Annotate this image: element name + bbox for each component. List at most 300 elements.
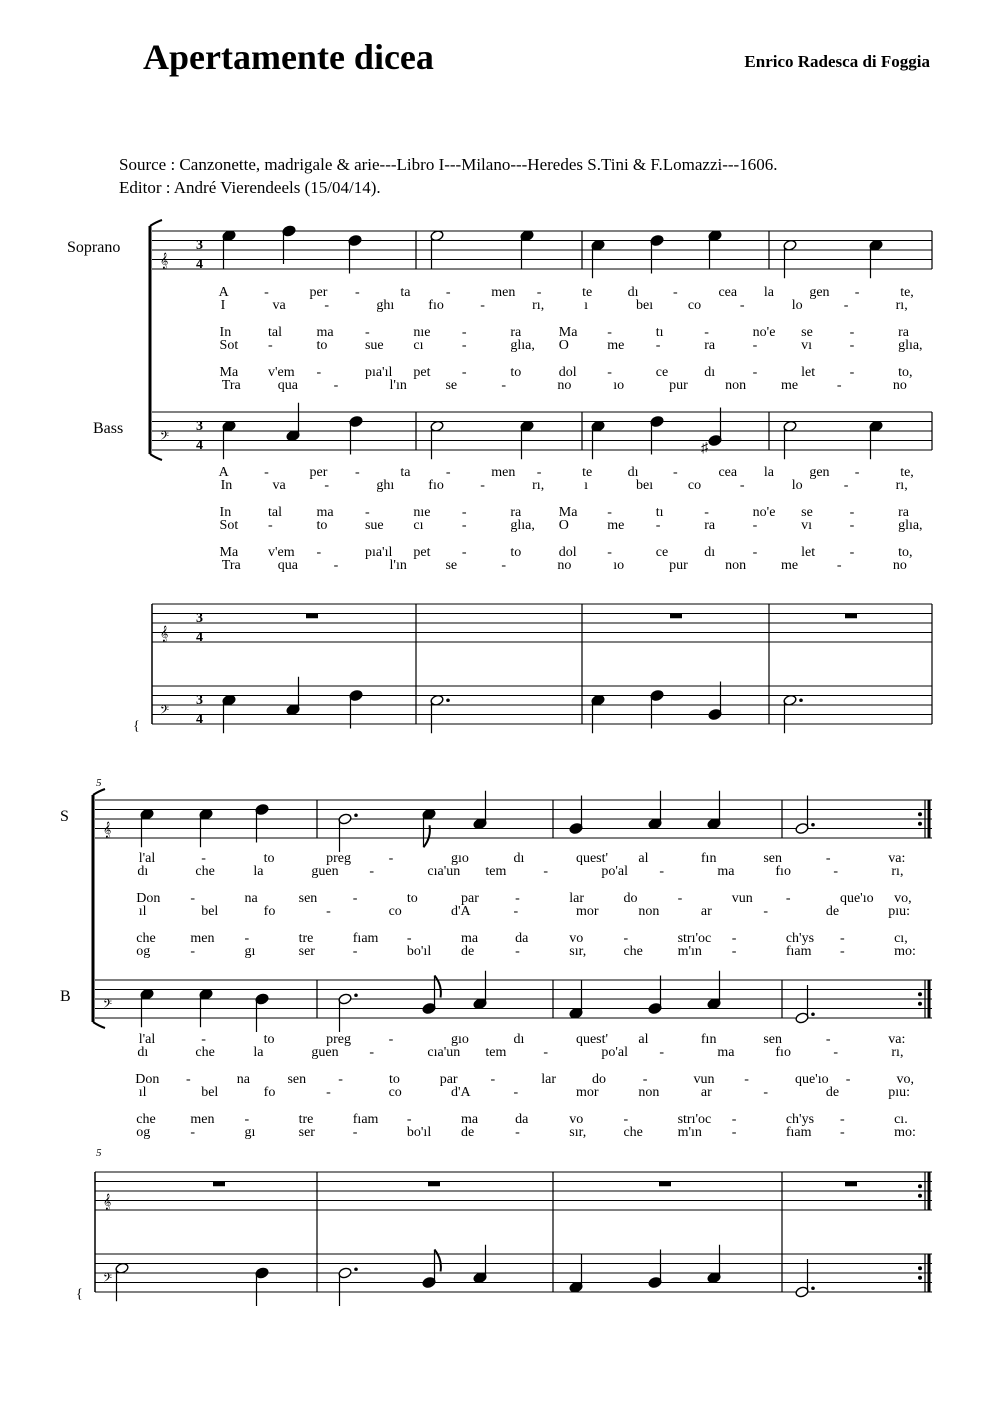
time-signature-denominator: 4 <box>196 438 203 453</box>
lyric-syllable: sen <box>763 851 783 866</box>
lyric-syllable: - <box>752 365 758 380</box>
lyric-syllable: rı, <box>891 864 904 879</box>
lyric-syllable: quest' <box>575 851 609 866</box>
lyric-syllable: Tra <box>221 378 241 393</box>
time-signature-numerator: 3 <box>196 611 203 626</box>
lyric-syllable: par <box>439 1072 458 1087</box>
lyric-syllable: ghı <box>376 478 395 493</box>
repeat-dot <box>918 1002 922 1006</box>
lyric-syllable: - <box>543 864 549 879</box>
lyric-syllable: - <box>268 518 273 533</box>
lyric-syllable: Sot <box>219 518 239 533</box>
lyric-syllable: la <box>253 864 264 879</box>
lyric-syllable: O <box>558 518 569 533</box>
lyric-syllable: par <box>461 891 479 906</box>
lyric-syllable: d'A <box>451 1085 471 1100</box>
time-signature-denominator: 4 <box>196 712 203 727</box>
lyric-syllable: m'ın <box>677 944 702 959</box>
lyric-syllable: va: <box>888 851 906 866</box>
treble-clef-icon: 𝄞 <box>160 627 169 642</box>
lyric-syllable: dı <box>513 851 525 866</box>
lyric-syllable: - <box>752 545 758 560</box>
lyric-syllable: - <box>623 931 629 946</box>
lyric-syllable: fıam <box>785 1125 812 1140</box>
lyric-syllable: se <box>801 325 813 340</box>
lyric-syllable: no <box>557 378 572 393</box>
lyric-syllable: beı <box>636 298 654 313</box>
lyric-syllable: - <box>324 298 330 313</box>
lyric-syllable: In <box>220 478 233 493</box>
lyric-syllable: - <box>406 1112 412 1127</box>
lyric-syllable: - <box>406 931 412 946</box>
repeat-dot <box>918 812 922 816</box>
repeat-dot <box>918 992 922 996</box>
lyric-syllable: - <box>843 478 849 493</box>
lyric-syllable: - <box>515 1125 520 1140</box>
lyric-syllable: m'ın <box>677 1125 702 1140</box>
lyric-syllable: mor <box>575 904 599 919</box>
lyric-syllable: - <box>333 378 339 393</box>
lyric-syllable: to <box>388 1072 400 1087</box>
lyric-syllable: che <box>136 1112 156 1127</box>
bass-clef-icon: 𝄢 <box>160 431 170 446</box>
lyric-syllable: ce <box>655 365 669 380</box>
lyric-syllable: bel <box>201 904 219 919</box>
lyric-syllable: - <box>190 944 196 959</box>
lyric-syllable: te <box>582 465 593 480</box>
lyric-syllable: ar <box>700 904 712 919</box>
lyric-syllable: preg <box>326 1032 352 1047</box>
lyric-syllable: da <box>515 931 529 946</box>
lyric-syllable: men <box>491 285 516 300</box>
lyric-syllable: que'ıo <box>839 891 874 906</box>
lyric-syllable: ıl <box>138 904 147 919</box>
bracket-hook <box>150 454 162 460</box>
lyric-syllable: non <box>638 1085 660 1100</box>
lyric-syllable: rı, <box>895 298 908 313</box>
lyric-syllable: l'al <box>138 1032 156 1047</box>
lyric-syllable: - <box>515 944 520 959</box>
repeat-dot <box>918 1184 922 1188</box>
time-signature-numerator: 3 <box>196 419 203 434</box>
lyric-syllable: lar <box>569 891 585 906</box>
lyric-syllable: - <box>543 1045 549 1060</box>
lyric-syllable: to <box>263 851 275 866</box>
whole-rest <box>306 614 318 619</box>
lyric-syllable: - <box>752 338 758 353</box>
lyric-syllable: nıe <box>413 505 431 520</box>
lyric-syllable: strı'oc <box>677 931 712 946</box>
lyric-syllable: - <box>461 325 467 340</box>
lyric-syllable: let <box>801 545 816 560</box>
lyric-syllable: - <box>536 285 542 300</box>
lyric-syllable: fıo <box>775 1045 791 1060</box>
lyric-syllable: ma <box>316 505 334 520</box>
bracket-hook <box>93 1022 105 1028</box>
lyric-syllable: to <box>316 518 328 533</box>
lyric-syllable: A <box>218 285 229 300</box>
note-dot <box>354 993 358 997</box>
lyric-syllable: gen <box>809 285 830 300</box>
lyric-syllable: ma <box>461 931 479 946</box>
lyric-syllable: - <box>849 325 855 340</box>
lyric-syllable: Don <box>135 1072 160 1087</box>
lyric-syllable: - <box>461 338 467 353</box>
lyric-syllable: ta <box>400 465 411 480</box>
lyric-syllable: - <box>704 505 709 520</box>
lyric-syllable: se <box>445 558 458 573</box>
lyric-syllable: co <box>687 478 702 493</box>
lyric-syllable: beı <box>636 478 654 493</box>
lyric-syllable: - <box>763 904 769 919</box>
lyric-syllable: gı <box>244 1125 256 1140</box>
repeat-dot <box>918 1194 922 1198</box>
lyric-syllable: al <box>638 1032 649 1047</box>
lyric-syllable: - <box>185 1072 191 1087</box>
lyric-syllable: ta <box>400 285 411 300</box>
lyric-syllable: - <box>833 1045 839 1060</box>
lyric-syllable: co <box>687 298 702 313</box>
lyric-syllable: no'e <box>752 325 776 340</box>
lyric-syllable: - <box>316 365 322 380</box>
lyric-syllable: dı <box>704 365 716 380</box>
lyric-syllable: d'A <box>451 904 471 919</box>
piano-brace-icon: { <box>133 719 140 734</box>
s-label: S <box>60 808 69 825</box>
lyric-syllable: fo <box>263 904 276 919</box>
lyric-syllable: fıo <box>775 864 791 879</box>
lyric-syllable: - <box>607 545 612 560</box>
lyric-syllable: ma <box>461 1112 479 1127</box>
lyric-syllable: cı <box>413 518 424 533</box>
lyric-syllable: - <box>704 325 709 340</box>
lyric-syllable: lar <box>541 1072 556 1087</box>
lyric-syllable: vo <box>569 1112 584 1127</box>
lyric-syllable: - <box>513 1085 519 1100</box>
lyric-syllable: dı <box>704 545 716 560</box>
lyric-syllable: - <box>388 851 394 866</box>
lyric-syllable: sen <box>298 891 318 906</box>
lyric-syllable: vun <box>693 1072 715 1087</box>
lyric-syllable: l'ın <box>389 558 407 573</box>
lyric-syllable: - <box>461 505 467 520</box>
lyric-syllable: - <box>739 298 745 313</box>
lyric-syllable: pıu: <box>888 904 911 919</box>
lyric-syllable: non <box>638 904 660 919</box>
lyric-syllable: to, <box>898 545 913 560</box>
lyric-syllable: - <box>268 338 273 353</box>
lyric-syllable: - <box>854 465 860 480</box>
lyric-syllable: pıa'ıl <box>364 365 393 380</box>
lyric-syllable: ı <box>584 298 588 313</box>
lyric-syllable: - <box>338 1072 343 1087</box>
lyric-syllable: men <box>491 465 516 480</box>
lyric-syllable: v'em <box>268 365 295 380</box>
note-dot <box>354 1267 358 1271</box>
lyric-syllable: sue <box>364 338 384 353</box>
lyric-syllable: mor <box>575 1085 599 1100</box>
lyric-syllable: - <box>839 1125 845 1140</box>
lyric-syllable: - <box>849 338 855 353</box>
lyric-syllable: - <box>480 298 485 313</box>
lyric-syllable: gen <box>809 465 830 480</box>
lyric-syllable: preg <box>326 851 352 866</box>
lyric-syllable: ı <box>584 478 588 493</box>
lyric-syllable: - <box>244 1112 250 1127</box>
lyric-syllable: che <box>195 864 215 879</box>
lyric-syllable: qua <box>277 558 298 573</box>
lyric-syllable: - <box>825 851 831 866</box>
sharp-icon: ♯ <box>701 441 708 456</box>
lyric-syllable: - <box>607 365 612 380</box>
lyric-syllable: - <box>333 558 339 573</box>
lyric-syllable: na <box>236 1072 250 1087</box>
note-dot <box>811 1012 815 1016</box>
lyric-syllable: lo <box>791 478 803 493</box>
lyric-syllable: fıam <box>352 931 379 946</box>
lyric-syllable: glıa, <box>898 518 923 533</box>
lyric-syllable: rı, <box>532 298 545 313</box>
lyric-syllable: glıa, <box>510 338 535 353</box>
lyric-syllable: tı <box>655 505 664 520</box>
lyric-syllable: ra <box>898 505 909 520</box>
lyric-syllable: dı <box>137 1045 149 1060</box>
note-dot <box>799 698 803 702</box>
lyric-syllable: non <box>725 378 747 393</box>
lyric-syllable: que'ıo <box>794 1072 829 1087</box>
lyric-syllable: - <box>354 465 360 480</box>
lyric-syllable: - <box>388 1032 394 1047</box>
lyric-syllable: ma <box>717 864 735 879</box>
lyric-syllable: bo'ıl <box>406 1125 432 1140</box>
lyric-syllable: qua <box>277 378 298 393</box>
lyric-syllable: cea <box>718 465 738 480</box>
lyric-syllable: - <box>673 285 678 300</box>
lyric-syllable: guen <box>311 1045 339 1060</box>
piano-brace-icon: { <box>76 1287 83 1302</box>
whole-rest <box>845 614 857 619</box>
lyric-syllable: to <box>316 338 328 353</box>
lyric-syllable: gıo <box>451 1032 469 1047</box>
lyric-syllable: - <box>731 944 737 959</box>
lyric-syllable: I <box>220 298 226 313</box>
lyric-syllable: - <box>352 1125 358 1140</box>
lyric-syllable: fıo <box>428 478 444 493</box>
lyric-syllable: cı. <box>894 1112 908 1127</box>
time-signature-denominator: 4 <box>196 630 203 645</box>
whole-rest <box>845 1182 857 1187</box>
lyric-syllable: - <box>642 1072 648 1087</box>
lyric-syllable: men <box>190 931 215 946</box>
lyric-syllable: na <box>244 891 258 906</box>
lyric-syllable: Ma <box>558 325 578 340</box>
lyric-syllable: - <box>659 864 665 879</box>
lyric-syllable: te <box>582 285 593 300</box>
lyric-syllable: - <box>316 545 322 560</box>
repeat-dot <box>918 1276 922 1280</box>
lyric-syllable: do <box>591 1072 606 1087</box>
lyric-syllable: let <box>801 365 816 380</box>
soprano-label: Soprano <box>67 239 121 256</box>
lyric-syllable: tre <box>298 931 314 946</box>
lyric-syllable: ch'ys <box>785 1112 815 1127</box>
lyric-syllable: no <box>557 558 572 573</box>
note-dot <box>446 698 450 702</box>
lyric-syllable: sue <box>364 518 384 533</box>
lyric-syllable: glıa, <box>510 518 535 533</box>
lyric-syllable: pur <box>669 558 688 573</box>
lyric-syllable: rı, <box>532 478 545 493</box>
lyric-syllable: - <box>324 478 330 493</box>
lyric-syllable: Don <box>136 891 161 906</box>
lyric-syllable: strı'oc <box>677 1112 712 1127</box>
lyric-syllable: bo'ıl <box>406 944 432 959</box>
lyric-syllable: ghı <box>376 298 395 313</box>
lyric-syllable: sen <box>287 1072 307 1087</box>
lyric-syllable: po'al <box>601 864 629 879</box>
lyric-syllable: - <box>849 365 855 380</box>
lyric-syllable: - <box>190 891 196 906</box>
lyric-syllable: cıa'un <box>427 1045 461 1060</box>
lyric-syllable: fın <box>700 851 717 866</box>
lyric-syllable: - <box>201 851 206 866</box>
lyric-syllable: - <box>607 325 612 340</box>
lyric-syllable: pıa'ıl <box>364 545 393 560</box>
lyric-syllable: gıo <box>451 851 469 866</box>
lyric-syllable: ch'ys <box>785 931 815 946</box>
lyric-syllable: cı, <box>894 931 908 946</box>
lyric-syllable: - <box>849 545 855 560</box>
lyric-syllable: va: <box>888 1032 906 1047</box>
lyric-syllable: - <box>201 1032 206 1047</box>
lyric-syllable: - <box>536 465 542 480</box>
lyric-syllable: - <box>849 505 855 520</box>
lyric-syllable: la <box>253 1045 264 1060</box>
lyric-syllable: - <box>326 1085 331 1100</box>
bass-clef-icon: 𝄢 <box>103 999 113 1014</box>
lyric-syllable: la <box>763 285 774 300</box>
lyric-syllable: A <box>218 465 229 480</box>
lyric-syllable: fo <box>263 1085 276 1100</box>
lyric-syllable: - <box>490 1072 496 1087</box>
lyric-syllable: dol <box>558 545 577 560</box>
lyric-syllable: tem <box>485 864 507 879</box>
lyric-syllable: gı <box>244 944 256 959</box>
lyric-syllable: tal <box>268 505 283 520</box>
lyric-syllable: mo: <box>894 1125 916 1140</box>
b-label: B <box>60 988 71 1005</box>
lyric-syllable: no'e <box>752 505 776 520</box>
lyric-syllable: - <box>752 518 758 533</box>
lyric-syllable: Tra <box>221 558 241 573</box>
time-signature-denominator: 4 <box>196 257 203 272</box>
note-flag <box>435 1250 441 1272</box>
lyric-syllable: mo: <box>894 944 916 959</box>
time-signature-numerator: 3 <box>196 693 203 708</box>
measure-number-5-piano: 5 <box>96 1147 102 1159</box>
lyric-syllable: ıl <box>138 1085 147 1100</box>
lyric-syllable: Ma <box>219 365 239 380</box>
lyric-syllable: - <box>461 545 467 560</box>
bracket-hook <box>150 220 162 226</box>
lyric-syllable: v'em <box>268 545 295 560</box>
lyric-syllable: - <box>354 285 360 300</box>
lyric-syllable: ce <box>655 545 669 560</box>
lyric-syllable: da <box>515 1112 529 1127</box>
lyric-syllable: - <box>845 1072 851 1087</box>
lyric-syllable: - <box>352 891 358 906</box>
lyric-syllable: ra <box>898 325 909 340</box>
whole-rest <box>659 1182 671 1187</box>
lyric-syllable: co <box>388 1085 402 1100</box>
treble-clef-icon: 𝄞 <box>103 823 112 838</box>
lyric-syllable: l'ın <box>389 378 407 393</box>
lyric-syllable: de <box>461 1125 475 1140</box>
lyric-syllable: guen <box>311 864 339 879</box>
lyric-syllable: Ma <box>219 545 239 560</box>
note-dot <box>811 823 815 827</box>
lyric-syllable: se <box>801 505 813 520</box>
lyric-syllable: dı <box>627 465 639 480</box>
lyric-syllable: - <box>480 478 485 493</box>
lyric-syllable: non <box>725 558 747 573</box>
lyric-syllable: - <box>655 518 661 533</box>
lyric-syllable: ser <box>298 944 315 959</box>
lyric-syllable: cıa'un <box>427 864 461 879</box>
lyric-syllable: ra <box>510 325 522 340</box>
lyric-syllable: de <box>461 944 475 959</box>
lyric-syllable: O <box>558 338 569 353</box>
lyric-syllable: rı, <box>895 478 908 493</box>
lyric-syllable: per <box>309 465 328 480</box>
lyric-syllable: che <box>623 944 643 959</box>
lyric-syllable: - <box>739 478 745 493</box>
lyric-syllable: de <box>825 1085 840 1100</box>
lyric-syllable: - <box>264 285 269 300</box>
lyric-syllable: ra <box>704 518 716 533</box>
lyric-syllable: ıo <box>613 378 625 393</box>
note-dot <box>811 1286 815 1290</box>
repeat-dot <box>918 1266 922 1270</box>
lyric-syllable: to <box>406 891 418 906</box>
lyric-syllable: ma <box>717 1045 735 1060</box>
lyric-syllable: po'al <box>601 1045 629 1060</box>
lyric-syllable: lo <box>791 298 803 313</box>
lyric-syllable: glıa, <box>898 338 923 353</box>
lyric-syllable: no <box>892 378 907 393</box>
bracket-hook <box>93 789 105 795</box>
lyric-syllable: l'al <box>138 851 156 866</box>
lyric-syllable: - <box>501 378 507 393</box>
lyric-syllable: - <box>673 465 678 480</box>
lyric-syllable: vo, <box>896 1072 914 1087</box>
lyric-syllable: te, <box>900 465 914 480</box>
lyric-syllable: dı <box>513 1032 525 1047</box>
lyric-syllable: va <box>272 478 286 493</box>
lyric-syllable: sen <box>763 1032 783 1047</box>
treble-clef-icon: 𝄞 <box>103 1195 112 1210</box>
lyric-syllable: no <box>892 558 907 573</box>
lyric-syllable: - <box>839 931 845 946</box>
lyric-syllable: to <box>510 365 522 380</box>
lyric-syllable: co <box>388 904 402 919</box>
lyric-syllable: In <box>219 325 232 340</box>
lyric-syllable: ra <box>704 338 716 353</box>
lyric-syllable: - <box>369 1045 375 1060</box>
lyric-syllable: - <box>677 891 683 906</box>
lyric-syllable: - <box>843 298 849 313</box>
lyric-syllable: ser <box>298 1125 315 1140</box>
